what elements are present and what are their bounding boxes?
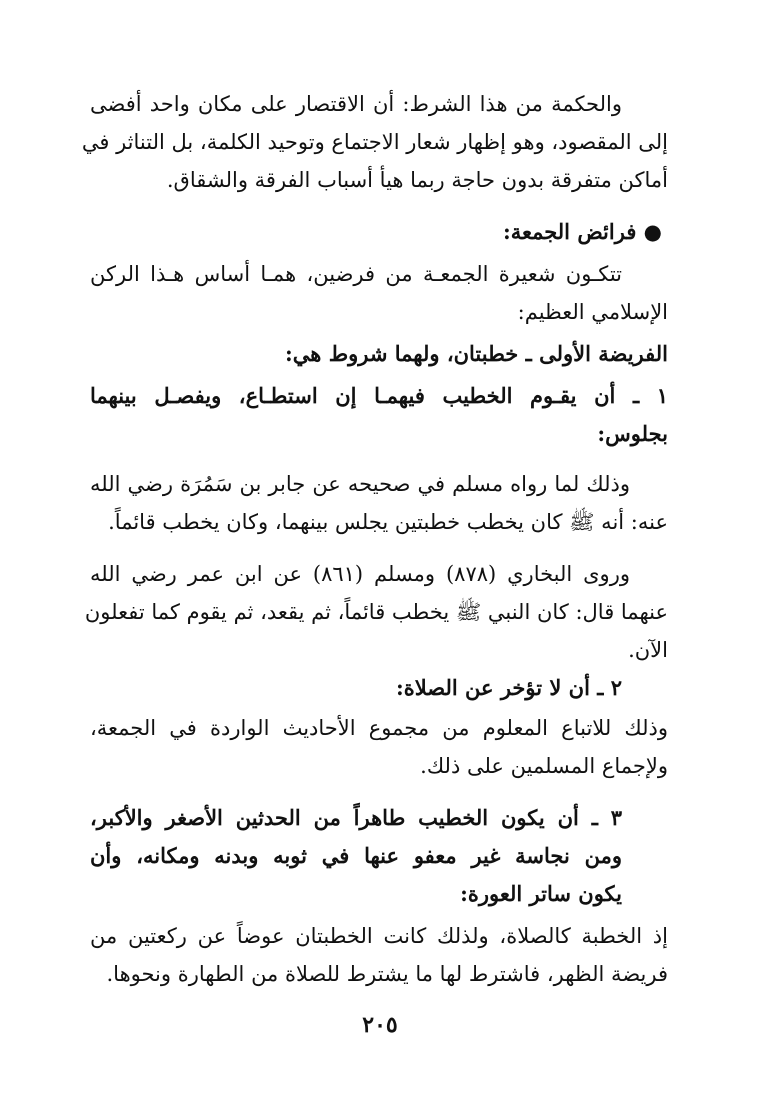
paragraph-line: عنه: أنه ﷺ كان يخطب خطبتين يجلس بينهما، وكان يخطب قائماً. bbox=[108, 510, 668, 534]
paragraph-line: تتكـون شعيرة الجمعـة من فرضين، همـا أساس هـذا الركن bbox=[90, 262, 622, 286]
paragraph-line: ولإجماع المسلمين على ذلك. bbox=[420, 754, 668, 778]
subheading: الفريضة الأولى ـ خطبتان، ولهما شروط هي: bbox=[285, 341, 668, 366]
paragraph-line: عنهما قال: كان النبي ﷺ يخطب قائماً، ثم يقعد، ثم يقوم كما تفعلون bbox=[84, 600, 668, 624]
paragraph-line: فريضة الظهر، فاشترط لها ما يشترط للصلاة من الطهارة ونحوها. bbox=[106, 962, 668, 986]
paragraph-line: إلى المقصود، وهو إظهار شعار الاجتماع وتوحيد الكلمة، بل التناثر في bbox=[81, 130, 668, 154]
condition-heading: ومن نجاسة غير معفو عنها في ثوبه وبدنه ومكانه، وأن bbox=[90, 843, 622, 868]
condition-heading: ٣ ـ أن يكون الخطيب طاهراً من الحدثين الأصغر والأكبر، bbox=[90, 805, 622, 830]
paragraph-line: إذ الخطبة كالصلاة، ولذلك كانت الخطبتان عوضاً عن ركعتين من bbox=[90, 924, 668, 948]
paragraph-line: وذلك للاتباع المعلوم من مجموع الأحاديث الواردة في الجمعة، bbox=[90, 716, 668, 740]
paragraph-line: الإسلامي العظيم: bbox=[517, 300, 668, 324]
page-number: ٢٠٥ bbox=[362, 1012, 398, 1038]
condition-heading: بجلوس: bbox=[597, 421, 668, 446]
paragraph-line: الآن. bbox=[628, 638, 668, 662]
paragraph-line: أماكن متفرقة بدون حاجة ربما هيأ أسباب الفرقة والشقاق. bbox=[166, 168, 668, 192]
paragraph-line: وروى البخاري (٨٧٨) ومسلم (٨٦١) عن ابن عمر رضي الله bbox=[90, 562, 630, 586]
paragraph-line: والحكمة من هذا الشرط: أن الاقتصار على مكان واحد أفضى bbox=[90, 92, 622, 116]
section-heading: ● فرائض الجمعة: bbox=[502, 219, 662, 244]
condition-heading: يكون ساتر العورة: bbox=[460, 881, 622, 906]
condition-heading: ٢ ـ أن لا تؤخر عن الصلاة: bbox=[395, 675, 622, 700]
condition-heading: ١ ـ أن يقـوم الخطيب فيهمـا إن استطـاع، ويفصـل بينهما bbox=[90, 383, 668, 408]
paragraph-line: وذلك لما رواه مسلم في صحيحه عن جابر بن سَمُرَة رضي الله bbox=[90, 472, 630, 496]
